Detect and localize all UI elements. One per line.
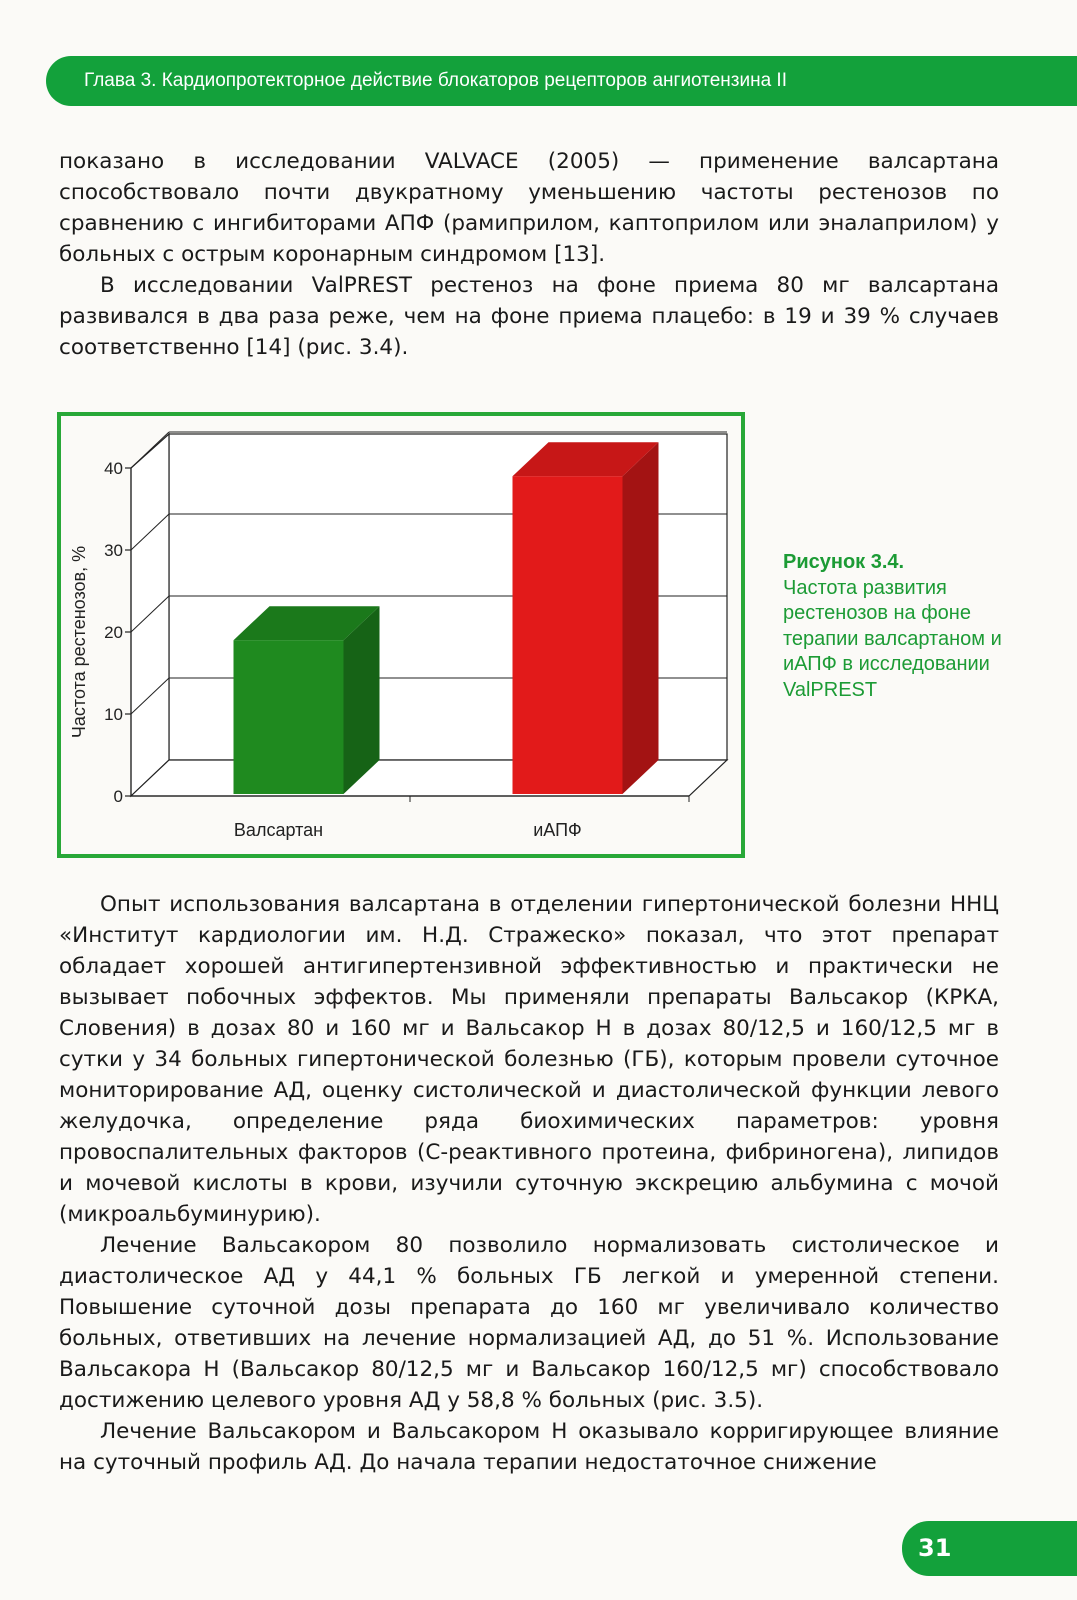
body-paragraph-1: показано в исследовании VALVACE (2005) — применение валсартана способствовало почти двукратному уменьшению частоты рестенозов по сравнению с ингибиторами АПФ (рамиприлом, каптоприлом или эналаприлом) у больных с острым коронарным синдромом [13]. xyxy=(59,149,999,267)
y-tick-label: 0 xyxy=(113,787,123,806)
figure-caption-title: Рисунок 3.4. xyxy=(783,551,905,573)
body-paragraph-2: В исследовании ValPREST рестеноз на фоне приема 80 мг валсартана развивался в два раза реже, чем на фоне приема плацебо: в 19 и 39 % случаев соответственно [14] (рис. 3.4). xyxy=(59,273,999,360)
bar-2 xyxy=(513,476,623,794)
body-paragraph-5: Лечение Вальсакором и Вальсакором Н оказывало корригирующее влияние на суточный профиль АД. До начала терапии недостаточное снижение xyxy=(59,1419,999,1475)
y-tick-label: 40 xyxy=(104,459,123,478)
y-tick-label: 10 xyxy=(104,705,123,724)
x-tick-label: Валсартан xyxy=(233,820,324,840)
y-tick-label: 20 xyxy=(104,623,123,642)
page-number: 31 xyxy=(918,1534,952,1562)
figure-caption xyxy=(783,550,1013,703)
x-tick-label: иАПФ xyxy=(533,820,582,840)
figure-caption-text: Частота развития рестенозов на фоне терапии валсартаном и иАПФ в исследовании ValPREST xyxy=(783,576,1002,701)
bar-1 xyxy=(234,640,344,794)
y-tick-label: 30 xyxy=(104,541,123,560)
y-axis-label: Частота рестенозов, % xyxy=(69,545,89,739)
figure-3-4-frame xyxy=(57,412,745,858)
bar-side xyxy=(623,442,659,794)
body-paragraph-3: Опыт использования валсартана в отделении гипертонической болезни ННЦ «Институт кардиологии им. Н.Д. Стражеско» показал, что этот препарат обладает хорошей антигипертензивной эффективностью и практически не вызывает побочных эффектов. Мы применяли препараты Вальсакор (КРКА, Словения) в дозах 80 и 160 мг и Вальсакор Н в дозах 80/12,5 и 160/12,5 мг в сутки у 34 больных гипертонической болезнью (ГБ), которым провели суточное мониторирование АД, оценку систолической и диастолической функции левого желудочка, определение ряда биохимических параметров: уровня провоспалительных факторов (С-реактивного протеина, фибриногена), липидов и мочевой кислоты в крови, изучили суточную экскрецию альбумина с мочой (микроальбуминурию). xyxy=(59,892,999,1227)
body-paragraph-4: Лечение Вальсакором 80 позволило нормализовать систолическое и диастолическое АД у 44,1 % больных ГБ легкой и умеренной степени. Повышение суточной дозы препарата до 160 мг увеличивало количество больных, ответивших на лечение нормализацией АД, до 51 %. Использование Вальсакора Н (Вальсакор 80/12,5 мг и Вальсакор 160/12,5 мг) способствовало достижению целевого уровня АД у 58,8 % больных (рис. 3.5). xyxy=(59,1233,999,1413)
chart-side-wall xyxy=(131,434,169,796)
chapter-header-title: Глава 3. Кардиопротекторное действие блокаторов рецепторов ангиотензина II xyxy=(84,70,787,91)
restenosis-bar-chart xyxy=(61,416,741,854)
